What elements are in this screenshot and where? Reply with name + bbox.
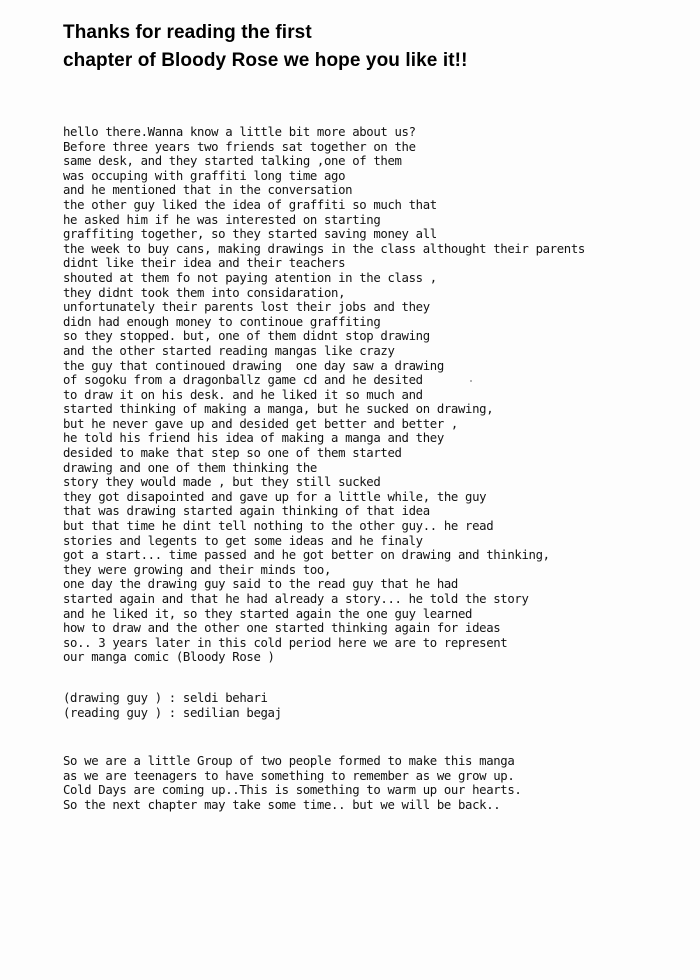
story-line: and the other started reading mangas like crazy [63,343,395,358]
story-line: of sogoku from a dragonballz game cd and he desited [63,373,423,388]
story-line: didn had enough money to continoue graffiting [63,314,381,329]
heading-line-2: chapter of Bloody Rose we hope you like it!! [63,50,468,71]
story-line: graffiting together, so they started saving money all [63,227,437,242]
story-line: they didnt took them into considaration, [63,285,346,300]
closing-line: So we are a little Group of two people formed to make this manga [63,754,515,768]
story-line: he told his friend his idea of making a manga and they [63,431,444,446]
closing-line: as we are teenagers to have something to remember as we grow up. [63,768,515,783]
story-line: to draw it on his desk. and he liked it so much and [63,387,423,402]
story-line: and he liked it, so they started again the one guy learned [63,606,473,621]
story-line: stories and legents to get some ideas and he finaly [63,533,423,548]
story-line: Before three years two friends sat together on the [63,139,416,154]
story-line: same desk, and they started talking ,one of them [63,154,402,169]
story-line: hello there.Wanna know a little bit more about us? [63,125,416,139]
story-line: unfortunately their parents lost their jobs and they [63,300,430,315]
story-line: got a start... time passed and he got better on drawing and thinking, [63,548,550,563]
page-heading [63,19,468,75]
credits-text [63,691,282,720]
story-line: our manga comic (Bloody Rose ) [63,650,275,665]
story-line: one day the drawing guy said to the read guy that he had [63,577,458,592]
story-line: so.. 3 years later in this cold period here we are to represent [63,635,508,650]
story-line: the other guy liked the idea of graffiti so much that [63,197,437,212]
story-line: drawing and one of them thinking the [63,460,317,475]
story-line: didnt like their idea and their teachers [63,256,346,271]
scan-speck [470,380,472,382]
story-line: they got disapointed and gave up for a little while, the guy [63,489,487,504]
story-line: he asked him if he was interested on starting [63,212,381,227]
story-line: but that time he dint tell nothing to the other guy.. he read [63,519,494,534]
credit-line: (reading guy ) : sedilian begaj [63,705,282,720]
story-line: how to draw and the other one started thinking again for ideas [63,621,501,636]
story-line: they were growing and their minds too, [63,562,332,577]
story-line: started again and that he had already a story... he told the story [63,592,529,606]
story-text [63,125,585,665]
story-line: desided to make that step so one of them started [63,446,402,461]
story-line: so they stopped. but, one of them didnt stop drawing [63,329,430,344]
closing-line: So the next chapter may take some time.. but we will be back.. [63,797,501,812]
credit-line: (drawing guy ) : seldi behari [63,691,268,705]
heading-line-1: Thanks for reading the first [63,22,312,43]
story-line: started thinking of making a manga, but he sucked on drawing, [63,402,494,417]
story-line: but he never gave up and desided get better and better , [63,416,458,431]
story-line: story they would made , but they still sucked [63,475,381,490]
closing-line: Cold Days are coming up..This is something to warm up our hearts. [63,783,522,798]
story-line: was occuping with graffiti long time ago [63,168,346,183]
closing-text [63,754,521,812]
story-line: that was drawing started again thinking of that idea [63,504,430,519]
story-line: the guy that continoued drawing one day saw a drawing [63,358,444,373]
story-line: and he mentioned that in the conversation [63,183,353,198]
story-line: shouted at them fo not paying atention in the class , [63,270,437,285]
story-line: the week to buy cans, making drawings in the class althought their parents [63,241,585,256]
